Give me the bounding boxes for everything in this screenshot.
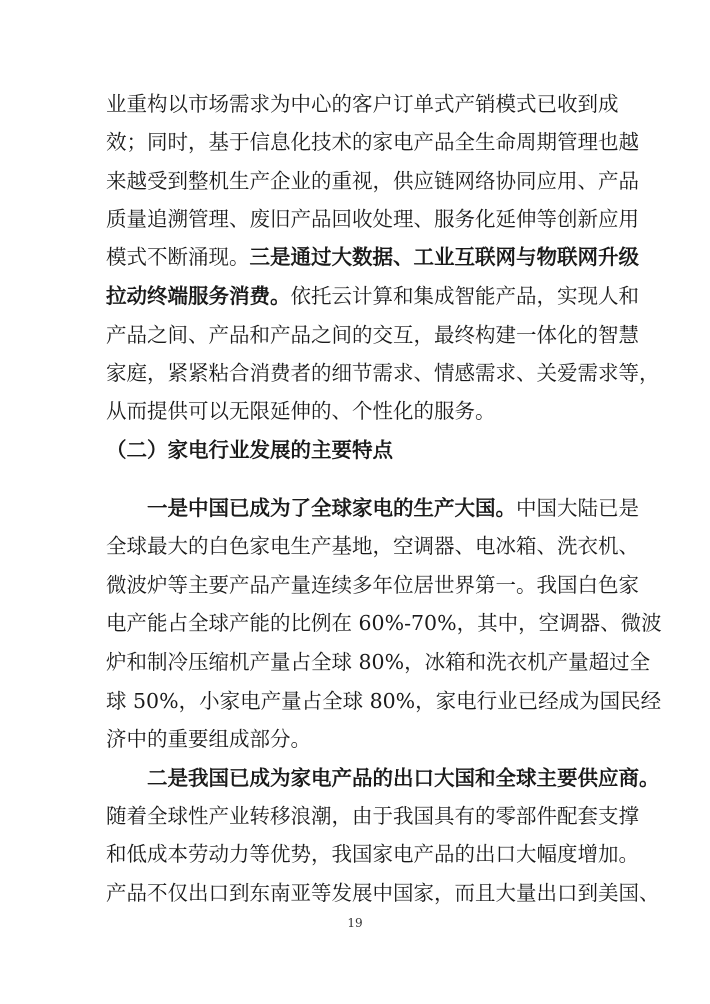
body-text-line: 炉和制冷压缩机产量占全球 80%，冰箱和洗衣机产量超过全 [106,650,651,674]
body-text-line [106,281,639,311]
body-text-line: 随着全球性产业转移浪潮，由于我国具有的零部件配套支撑 [106,804,639,828]
body-text-line: 全球最大的白色家电生产基地，空调器、电冰箱、洗衣机、 [106,534,639,558]
body-text-line: 来越受到整机生产企业的重视，供应链网络协同应用、产品 [106,169,639,193]
body-text-line: 球 50%，小家电产量占全球 80%，家电行业已经成为国民经 [106,689,662,713]
body-text-line [106,242,639,272]
bold-text: 二是我国已成为家电产品的出口大国和全球主要供应商。 [147,766,660,790]
bold-text: 三是通过大数据、工业互联网与物联网升级 [249,245,639,269]
body-text-line: 和低成本劳动力等优势，我国家电产品的出口大幅度增加。 [106,842,639,866]
body-text: 依托云计算和集成智能产品，实现人和 [290,284,639,308]
body-text-line: 家庭，紧紧粘合消费者的细节需求、情感需求、关爱需求等， [106,361,660,385]
body-text-line: 济中的重要组成部分。 [106,727,311,751]
body-text-line [147,493,639,523]
body-text-line: 质量追溯管理、废旧产品回收处理、服务化延伸等创新应用 [106,207,639,231]
bold-text: 拉动终端服务消费。 [106,284,291,308]
body-text-line: 电产能占全球产能的比例在 60%-70%，其中，空调器、微波 [106,611,662,635]
body-text-line: 微波炉等主要产品产量连续多年位居世界第一。我国白色家 [106,573,639,597]
body-text: 模式不断涌现。 [106,245,250,269]
bold-text: 一是中国已成为了全球家电的生产大国。 [147,496,516,520]
body-text-line [147,763,660,793]
body-text: 中国大陆已是 [516,496,639,520]
body-text-line: 产品之间、产品和产品之间的交互，最终构建一体化的智慧 [106,323,639,347]
body-text-line: 效；同时，基于信息化技术的家电产品全生命周期管理也越 [106,130,639,154]
body-text-line: 从而提供可以无限延伸的、个性化的服务。 [106,399,496,423]
section-heading: （二）家电行业发展的主要特点 [106,438,393,462]
body-text-line: 产品不仅出口到东南亚等发展中国家，而且大量出口到美国、 [106,881,660,905]
body-text-line: 业重构以市场需求为中心的客户订单式产销模式已收到成 [106,92,619,116]
page-number: 19 [347,916,363,930]
